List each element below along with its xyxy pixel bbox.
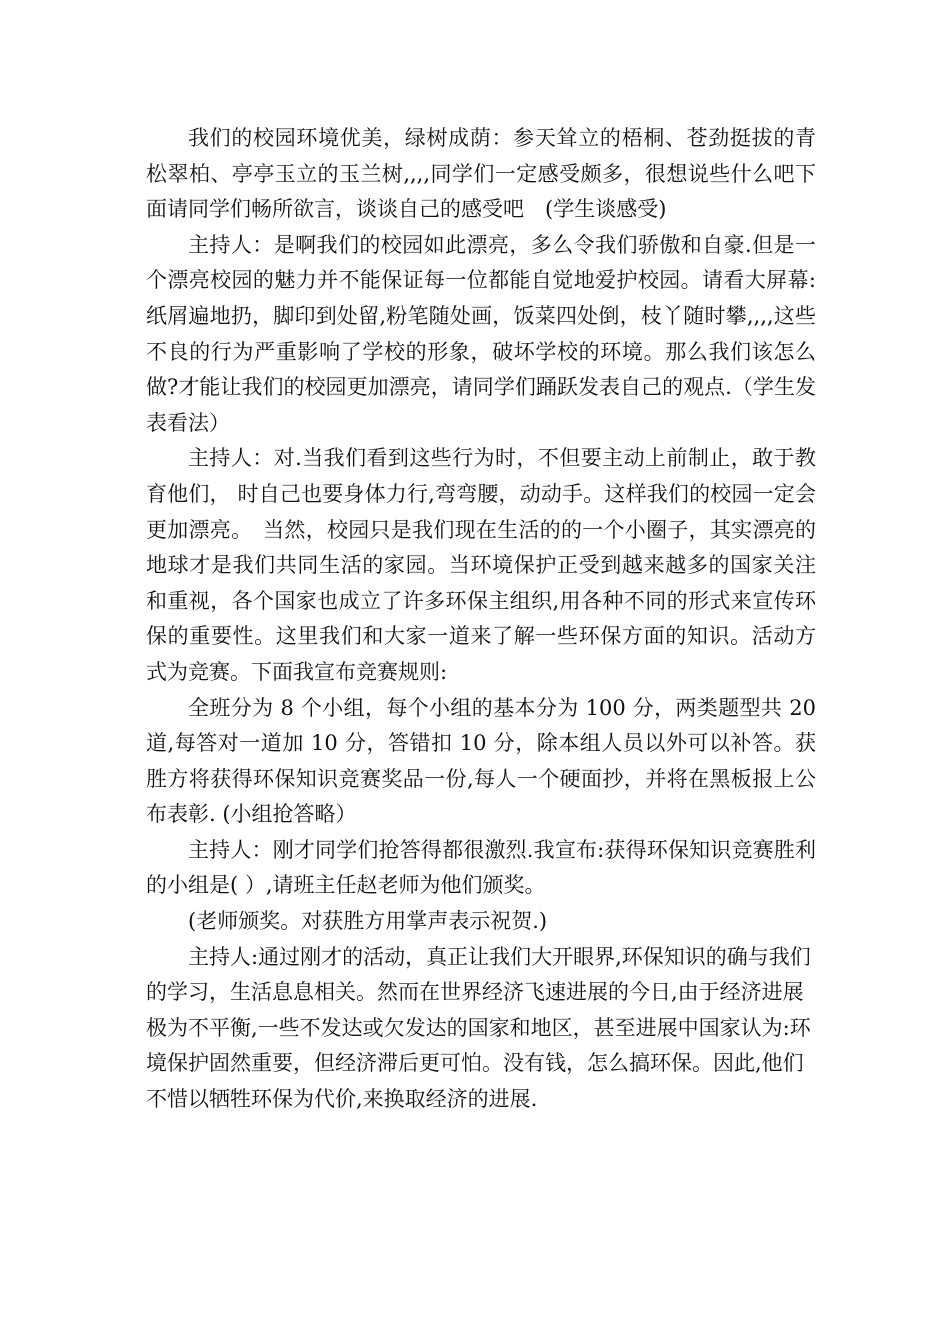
paragraph-competition-rules: 全班分为 8 个小组，每个小组的基本分为 100 分，两类题型共 20 道,每答对一道加 10 分，答错扣 10 分，除本组人员以外可以补答。获胜方将获得环保知识竞赛奖品一份,每人一个硬面抄，并将在黑板报上公布表彰. (小组抢答略） <box>146 695 816 827</box>
document-body <box>146 121 816 1118</box>
paragraph-teacher-award: (老师颁奖。对获胜方用掌声表示祝贺.) <box>188 909 548 934</box>
paragraph-host-take-action: 主持人：对.当我们看到这些行为时，不但要主动上前制止，敢于教育他们， 时自己也要身体力行,弯弯腰，动动手。这样我们的校园一定会更加漂亮。 当然，校园只是我们现在生活的的一个小圈子，其实漂亮的地球才是我们共同生活的家园。当环境保护正受到越来越多的国家关注和重视，各个国家也成立了许多环保主组织,用各种不同的形式来宣传环保的重要性。这里我们和大家一道来了解一些环保方面的知识。活动方式为竞赛。下面我宣布竞赛规则: <box>146 446 816 684</box>
paragraph-host-economy: 主持人:通过刚才的活动，真正让我们大开眼界,环保知识的确与我们的学习，生活息息相关。然而在世界经济飞速进展的今日,由于经济进展极为不平衡,一些不发达或欠发达的国家和地区，甚至进展中国家认为:环境保护固然重要，但经济滞后更可怕。没有钱，怎么搞环保。因此,他们不惜以牺牲环保为代价,来换取经济的进展. <box>146 944 811 1112</box>
paragraph-host-winner: 主持人：刚才同学们抢答得都很激烈.我宣布:获得环保知识竞赛胜利的小组是( ）,请班主任赵老师为他们颁奖。 <box>146 837 816 898</box>
paragraph-host-campus-beauty: 主持人：是啊我们的校园如此漂亮，多么令我们骄傲和自豪.但是一个漂亮校园的魅力并不能保证每一位都能自觉地爱护校园。请看大屏幕:纸屑遍地扔，脚印到处留,粉笔随处画，饭菜四处倒，枝丫随时攀,,,,这些不良的行为严重影响了学校的形象，破坏学校的环境。那么我们该怎么做?才能让我们的校园更加漂亮，请同学们踊跃发表自己的观点.（学生发表看法） <box>146 232 816 435</box>
paragraph-campus-environment: 我们的校园环境优美，绿树成荫：参天耸立的梧桐、苍劲挺拔的青松翠柏、亭亭玉立的玉兰树,,,,同学们一定感受颇多，很想说些什么吧下面请同学们畅所欲言，谈谈自己的感受吧 (学生谈感受) <box>146 126 816 222</box>
